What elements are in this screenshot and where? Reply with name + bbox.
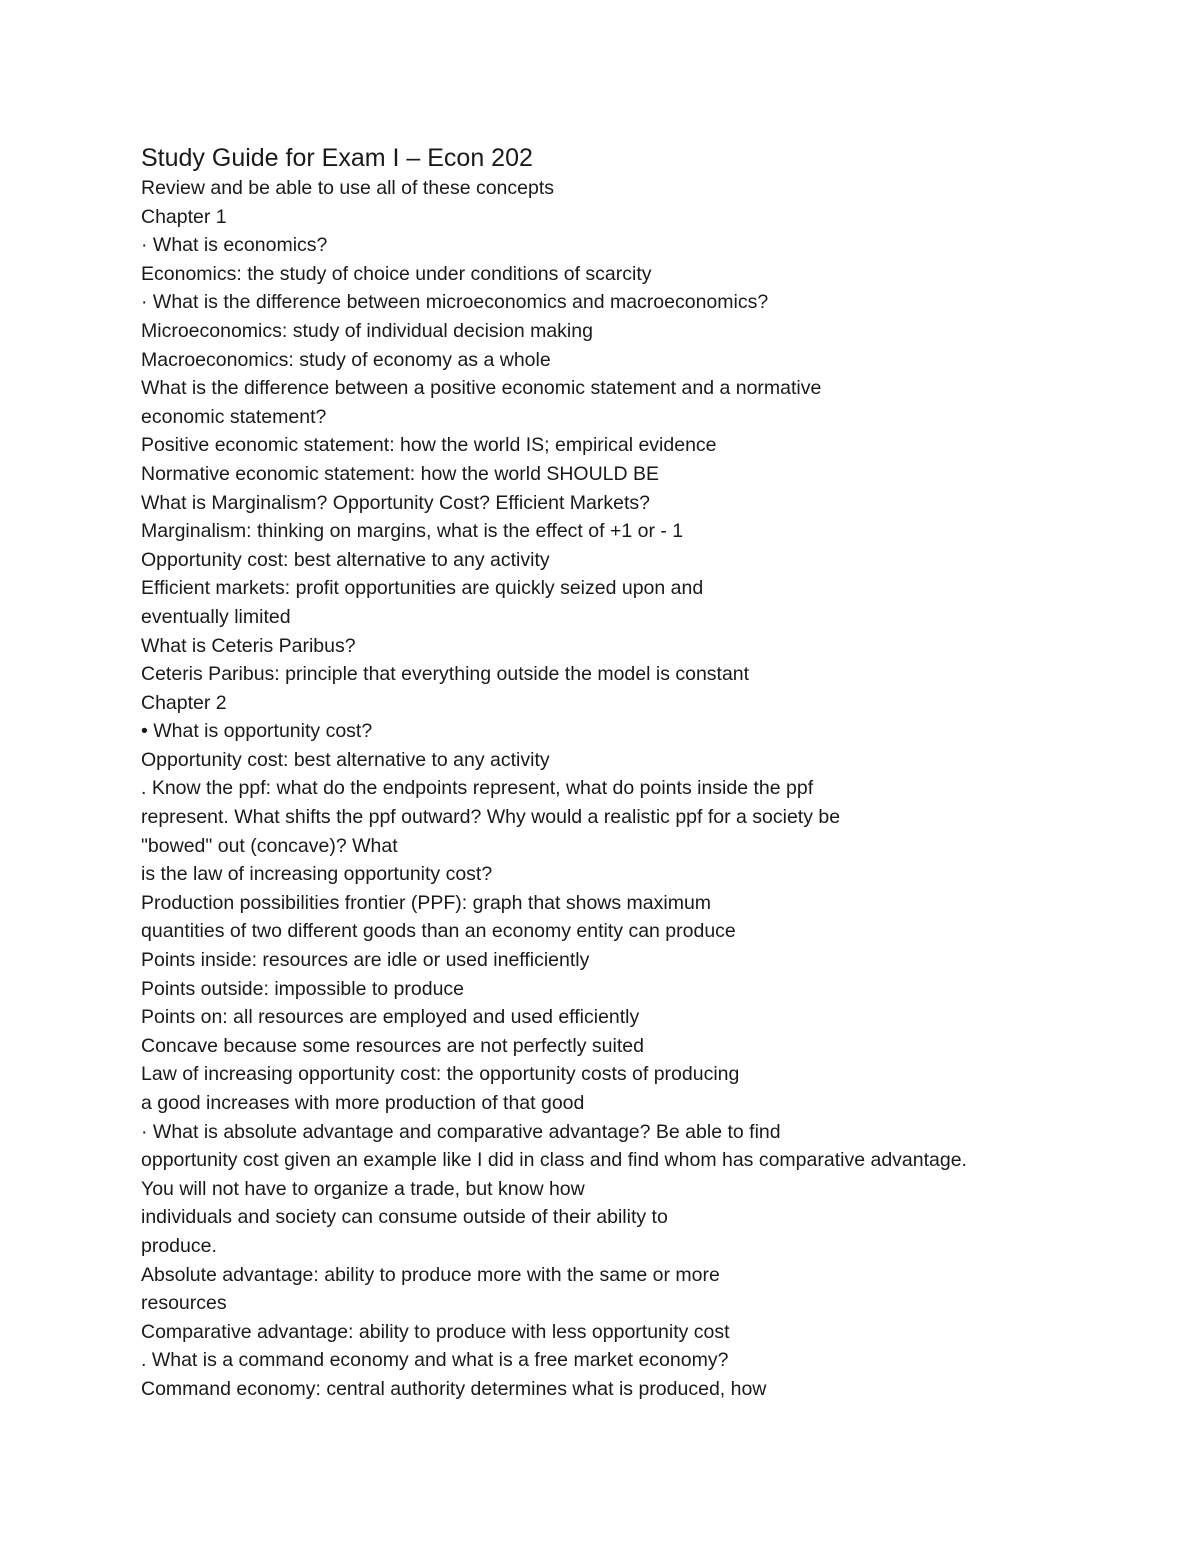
document-body	[141, 142, 1141, 1404]
text-line: Marginalism: thinking on margins, what is the effect of +1 or - 1	[141, 520, 684, 543]
text-line: · What is economics?	[141, 234, 328, 257]
text-line: Macroeconomics: study of economy as a whole	[141, 348, 551, 371]
text-line: Concave because some resources are not perfectly suited	[141, 1034, 644, 1057]
text-line: eventually limited	[141, 605, 291, 628]
text-line: Ceteris Paribus: principle that everything outside the model is constant	[141, 663, 750, 686]
text-line: . Know the ppf: what do the endpoints represent, what do points inside the ppf	[141, 777, 814, 800]
text-line: Law of increasing opportunity cost: the opportunity costs of producing	[141, 1063, 740, 1086]
text-line: opportunity cost given an example like I did in class and find whom has comparative advantage.	[141, 1149, 967, 1172]
text-line: What is Marginalism? Opportunity Cost? Efficient Markets?	[141, 491, 650, 514]
text-line: Review and be able to use all of these concepts	[141, 177, 555, 199]
text-line: · What is the difference between microeconomics and macroeconomics?	[141, 291, 769, 314]
text-line: Opportunity cost: best alternative to any activity	[141, 548, 550, 571]
text-line: a good increases with more production of that good	[141, 1092, 585, 1114]
text-line: • What is opportunity cost?	[141, 720, 373, 743]
text-line: Positive economic statement: how the world IS; empirical evidence	[141, 434, 717, 457]
text-line: Efficient markets: profit opportunities are quickly seized upon and	[141, 577, 704, 600]
text-line: Production possibilities frontier (PPF): graph that shows maximum	[141, 891, 712, 914]
text-line: Points inside: resources are idle or used inefficiently	[141, 949, 590, 972]
text-line: produce.	[141, 1234, 217, 1257]
text-line: represent. What shifts the ppf outward? Why would a realistic ppf for a society be	[141, 806, 841, 829]
text-line: Chapter 2	[141, 691, 227, 714]
text-line: · What is absolute advantage and comparative advantage? Be able to find	[141, 1120, 781, 1143]
text-line: Economics: the study of choice under conditions of scarcity	[141, 262, 652, 285]
text-line: resources	[141, 1292, 227, 1315]
text-line: What is Ceteris Paribus?	[141, 634, 356, 657]
text-line: You will not have to organize a trade, but know how	[141, 1177, 585, 1200]
text-line: Normative economic statement: how the world SHOULD BE	[141, 462, 660, 485]
text-line: "bowed" out (concave)? What	[141, 834, 398, 857]
text-line: . What is a command economy and what is a free market economy?	[141, 1349, 729, 1372]
text-line: Points outside: impossible to produce	[141, 977, 465, 1000]
text-line: Chapter 1	[141, 205, 227, 228]
text-line: is the law of increasing opportunity cost?	[141, 863, 493, 886]
text-line: Absolute advantage: ability to produce more with the same or more	[141, 1263, 720, 1286]
text-line: individuals and society can consume outside of their ability to	[141, 1206, 668, 1229]
document-title: Study Guide for Exam I – Econ 202	[141, 144, 533, 172]
text-line: What is the difference between a positive economic statement and a normative	[141, 377, 822, 400]
document-lines	[141, 174, 1141, 1404]
text-line: Opportunity cost: best alternative to any activity	[141, 748, 550, 771]
text-line: Microeconomics: study of individual decision making	[141, 319, 593, 342]
text-line: quantities of two different goods than an economy entity can produce	[141, 920, 736, 943]
text-line: Points on: all resources are employed and used efficiently	[141, 1006, 640, 1029]
text-line: Command economy: central authority determines what is produced, how	[141, 1377, 767, 1400]
text-line: economic statement?	[141, 405, 327, 428]
text-line: Comparative advantage: ability to produce with less opportunity cost	[141, 1320, 730, 1343]
